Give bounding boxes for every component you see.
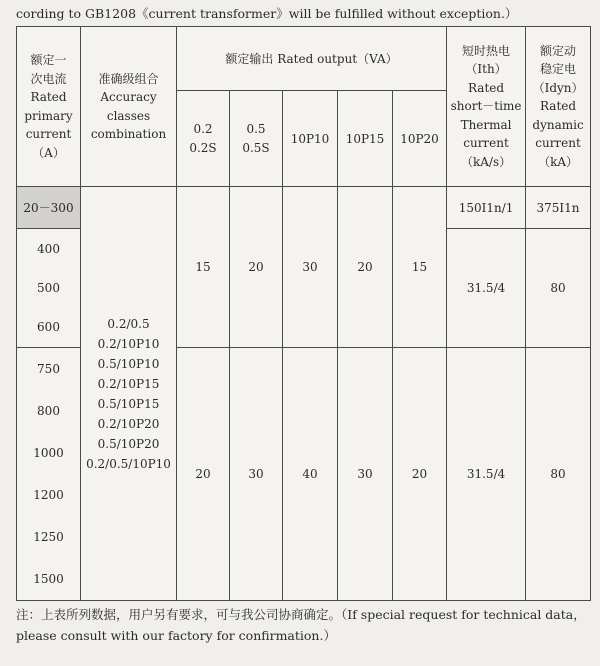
header-dynamic-current: 额定动 稳定电 （Idyn） Rated dynamic current （kA） bbox=[526, 27, 591, 187]
header-output-0-2: 0.2 0.2S bbox=[177, 91, 230, 187]
header-output-10p10: 10P10 bbox=[283, 91, 338, 187]
specification-table bbox=[16, 26, 591, 601]
group2-output-0-2: 20 bbox=[177, 348, 230, 601]
row1-dynamic: 375I1n bbox=[526, 187, 591, 229]
group2-output-10p15: 30 bbox=[338, 348, 393, 601]
group1-output-0-5: 20 bbox=[230, 187, 283, 348]
group2-dynamic: 80 bbox=[526, 348, 591, 601]
footnote: 注：上表所列数据，用户另有要求，可与我公司协商确定。（If special request for technical data，please consult with our factory for confirmation.） bbox=[16, 607, 586, 643]
group2-thermal: 31.5/4 bbox=[447, 348, 526, 601]
row1-thermal: 150I1n/1 bbox=[447, 187, 526, 229]
group1-dynamic: 80 bbox=[526, 229, 591, 348]
group1-thermal: 31.5/4 bbox=[447, 229, 526, 348]
header-thermal-current: 短时热电 （Ith） Rated short－time Thermal current （kA/s） bbox=[447, 27, 526, 187]
header-primary-current: 额定一 次电流 Rated primary current （A） bbox=[17, 27, 81, 187]
group2-currents: 750 800 1000 1200 1250 1500 bbox=[17, 348, 81, 601]
group2-output-10p20: 20 bbox=[393, 348, 447, 601]
header-output-10p20: 10P20 bbox=[393, 91, 447, 187]
group1-output-10p15: 20 bbox=[338, 187, 393, 348]
group1-output-10p20: 15 bbox=[393, 187, 447, 348]
accuracy-combinations: 0.2/0.5 0.2/10P10 0.5/10P10 0.2/10P15 0.5/10P15 0.2/10P20 0.5/10P20 0.2/0.5/10P10 bbox=[81, 187, 177, 601]
group2-output-0-5: 30 bbox=[230, 348, 283, 601]
row1-current: 20－300 bbox=[17, 187, 81, 229]
group2-output-10p10: 40 bbox=[283, 348, 338, 601]
group1-currents: 400 500 600 bbox=[17, 229, 81, 348]
header-output-10p15: 10P15 bbox=[338, 91, 393, 187]
group1-output-0-2: 15 bbox=[177, 187, 230, 348]
intro-text: cording to GB1208《current transformer》will be fulfilled without exception.） bbox=[16, 6, 518, 21]
group1-output-10p10: 30 bbox=[283, 187, 338, 348]
header-rated-output: 额定输出 Rated output（VA） bbox=[177, 27, 447, 91]
header-accuracy: 准确级组合 Accuracy classes combination bbox=[81, 27, 177, 187]
header-output-0-5: 0.5 0.5S bbox=[230, 91, 283, 187]
